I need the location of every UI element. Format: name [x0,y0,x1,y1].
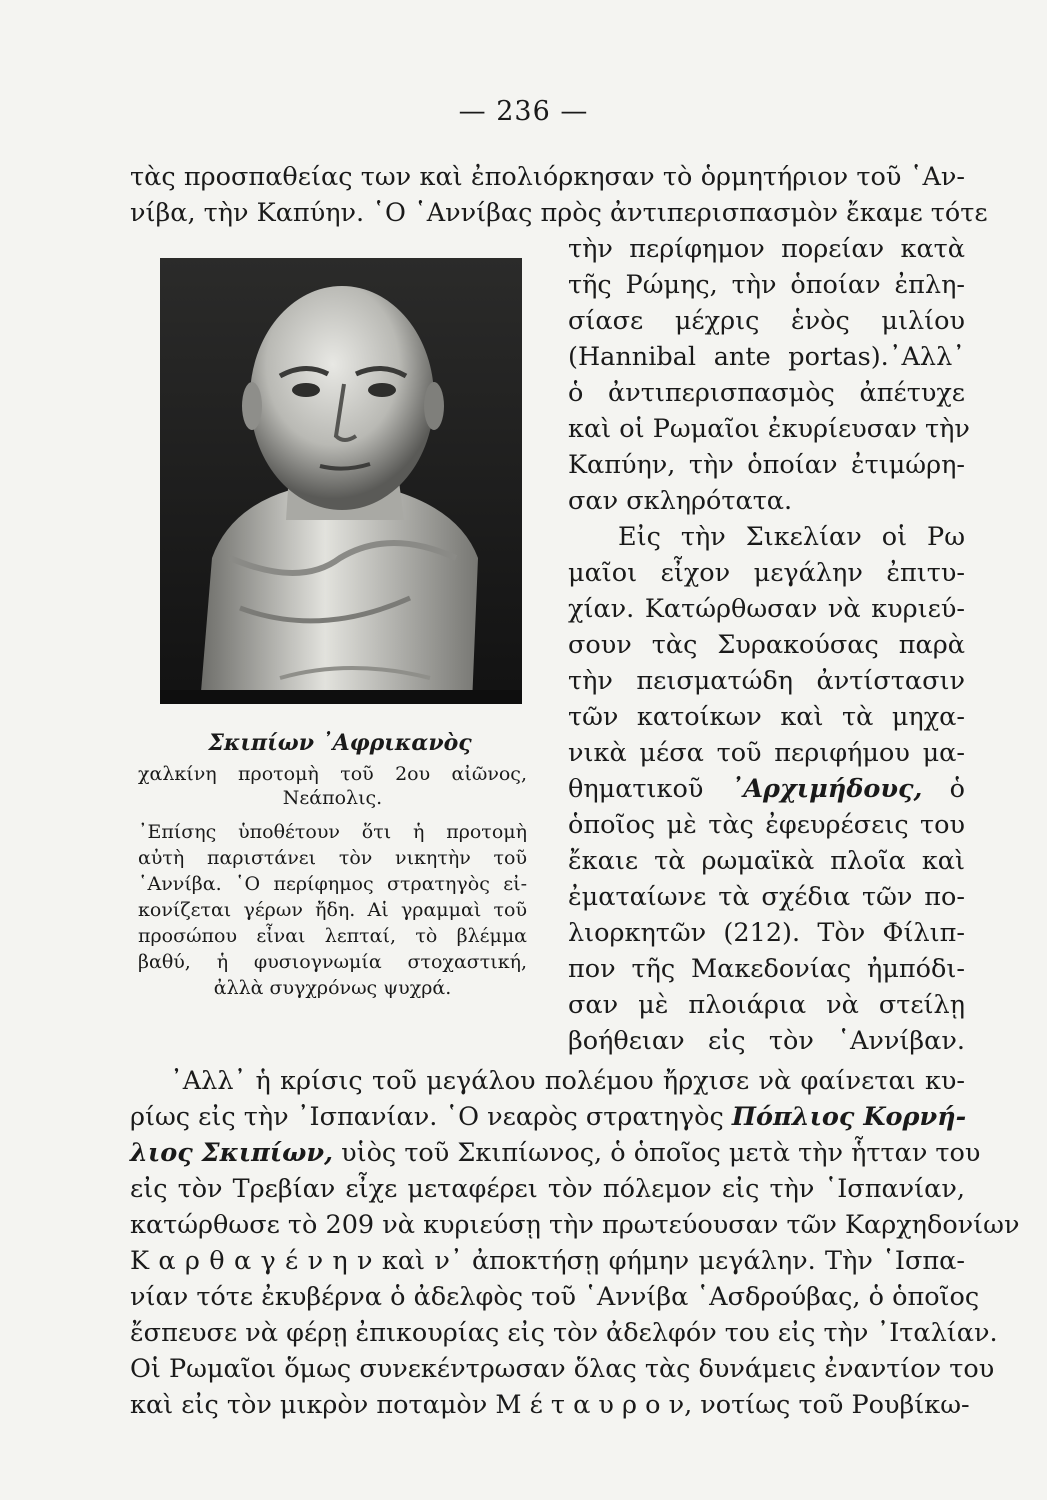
page-number: — 236 — [458,96,589,127]
text-line: Καπύην, τὴν ὁποίαν ἐτιμώρη- [568,450,965,480]
text-line: χίαν. Κατώρθωσαν νὰ κυριεύ- [568,594,965,624]
text-line: ᾿Αλλ᾿ ἡ κρίσις τοῦ μεγάλου πολέμου ἤρχισε νὰ φαίνεται κυ- [170,1066,965,1096]
text-line: ἐματαίωνε τὰ σχέδια τῶν πο- [568,882,965,912]
text-line: σαν μὲ πλοιάρια νὰ στείλῃ [568,990,965,1020]
text-line: καὶ εἰς τὸν μικρὸν ποταμὸν Μ έ τ α υ ρ ο ν, νοτίως τοῦ Ρουβίκω- [130,1390,970,1420]
text-line: ἔκαιε τὰ ρωμαϊκὰ πλοῖα καὶ [568,846,965,876]
text-line: ὁποῖος μὲ τὰς ἐφευρέσεις του [568,810,965,840]
text-line: σίασε μέχρις ἑνὸς μιλίου [568,306,965,336]
text-line: τὴν περίφημον πορείαν κατὰ [568,234,965,264]
caption-line: χαλκίνη προτομὴ τοῦ 2ου αἰῶνος, [138,763,527,785]
text-line: εἰς τὸν Τρεβίαν εἶχε μεταφέρει τὸν πόλεμον εἰς τὴν ῾Ισπανίαν, [130,1174,965,1204]
caption-title: Σκιπίων ᾿Αφρικανὸς [208,730,472,756]
text-line: πον τῆς Μακεδονίας ἠμπόδι- [568,954,965,984]
caption-line: ῾Αννίβα. ῾Ο περίφημος στρατηγὸς εἰ- [138,873,527,895]
archimedes-name: ᾿Αρχιμήδους, [730,774,923,804]
text-line: ὁ ἀντιπερισπασμὸς ἀπέτυχε [568,378,965,408]
text-line: (Hannibal ante portas).᾿Αλλ᾿ [568,342,965,372]
scipio-name: Πόπλιος Κορνή- [731,1102,967,1132]
text-span: θηματικοῦ [568,774,731,804]
caption-line: Νεάπολις. [282,787,383,809]
text-line: νίαν τότε ἐκυβέρνα ὁ ἀδελφὸς τοῦ ῾Αννίβα ῾Ασδρούβας, ὁ ὁποῖος [130,1282,980,1312]
scipio-name-cont: λιος Σκιπίων, [130,1138,333,1168]
text-line: κατώρθωσε τὸ 209 νὰ κυριεύσῃ τὴν πρωτεύουσαν τῶν Καρχηδονίων [130,1210,1020,1240]
caption-line: κονίζεται γέρων ἤδη. Αἱ γραμμαὶ τοῦ [138,899,527,921]
text-line: σουν τὰς Συρακούσας παρὰ [568,630,965,660]
caption-line: ᾿Επίσης ὑποθέτουν ὅτι ἡ προτομὴ [138,821,527,843]
bust-photograph [160,258,522,704]
text-line: βοήθειαν εἰς τὸν ῾Αννίβαν. [568,1026,965,1056]
caption-line: αὐτὴ παριστάνει τὸν νικητὴν τοῦ [138,847,527,869]
text-line: Εἰς τὴν Σικελίαν οἱ Ρω [618,522,965,552]
text-line: τὰς προσπαθείας των καὶ ἐπολιόρκησαν τὸ ὁρμητήριον τοῦ ῾Αν- [130,162,965,192]
text-line: νικὰ μέσα τοῦ περιφήμου μα- [568,738,965,768]
text-line-archimedes [568,772,965,806]
caption-line: ἀλλὰ συγχρόνως ψυχρά. [213,977,452,999]
text-line: καὶ οἱ Ρωμαῖοι ἐκυρίευσαν τὴν [568,414,970,444]
text-span: ὁ [922,774,965,804]
text-line: τῶν κατοίκων καὶ τὰ μηχα- [568,702,965,732]
caption-line: προσώπου εἶναι λεπταί, τὸ βλέμμα [138,925,527,947]
text-line: τὴν πεισματώδη ἀντίστασιν [568,666,965,696]
text-line: Οἱ Ρωμαῖοι ὅμως συνεκέντρωσαν ὅλας τὰς δυνάμεις ἐναντίον του [130,1354,995,1384]
caption-line: βαθύ, ἡ φυσιογνωμία στοχαστική, [138,951,527,973]
text-line: νίβα, τὴν Καπύην. ῾Ο ῾Αννίβας πρὸς ἀντιπερισπασμὸν ἔκαμε τότε [130,198,988,228]
text-line: μαῖοι εἶχον μεγάλην ἐπιτυ- [568,558,965,588]
text-line: τῆς Ρώμης, τὴν ὁποίαν ἐπλη- [568,270,965,300]
text-line: ἔσπευσε νὰ φέρῃ ἐπικουρίας εἰς τὸν ἀδελφόν του εἰς τὴν ᾿Ιταλίαν. [130,1318,998,1348]
bust-illustration [160,258,522,704]
text-line-scipio [130,1100,965,1134]
text-span: ρίως εἰς τὴν ᾿Ισπανίαν. ῾Ο νεαρὸς στρατηγὸς [130,1102,732,1132]
text-line-scipio-2 [130,1136,981,1170]
text-line: σαν σκληρότατα. [568,486,793,516]
text-span: υἱὸς τοῦ Σκιπίωνος, ὁ ὁποῖος μετὰ τὴν ἧτταν του [332,1138,981,1168]
text-line: λιορκητῶν (212). Τὸν Φίλιπ- [568,918,965,948]
text-line: Κ α ρ θ α γ έ ν η ν καὶ ν᾿ ἀποκτήσῃ φήμην μεγάλην. Τὴν ῾Ισπα- [130,1246,965,1276]
